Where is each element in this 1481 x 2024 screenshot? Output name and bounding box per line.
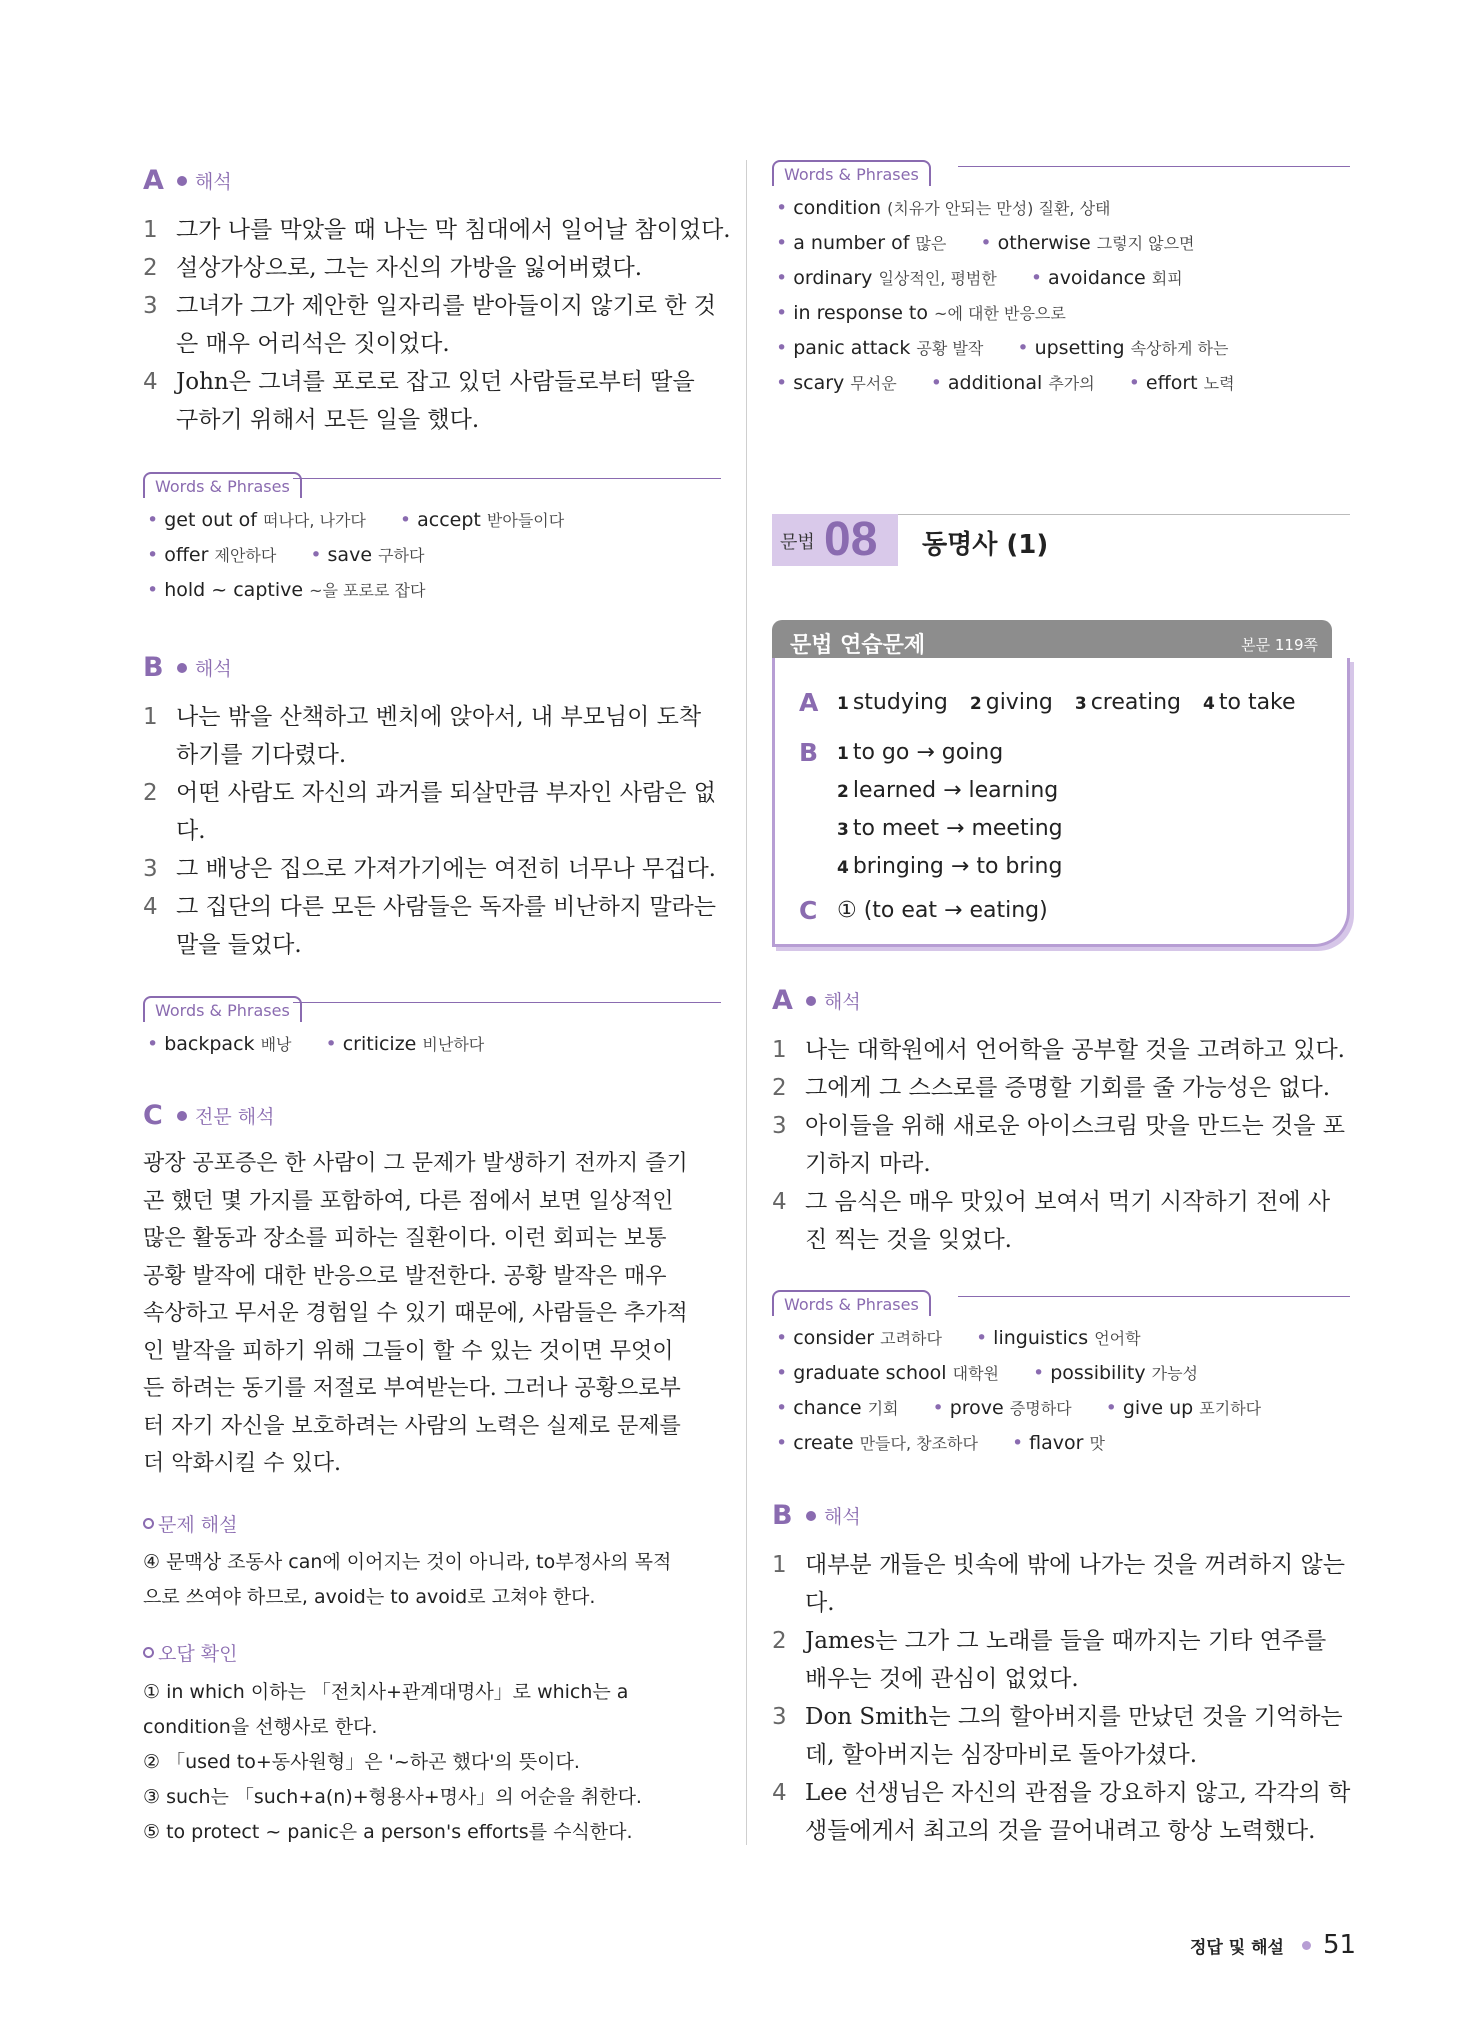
exercise-answer [837, 740, 1003, 765]
words-phrases-label: Words & Phrases [772, 160, 931, 186]
word-english: in response to [793, 302, 928, 324]
words-phrases-label: Words & Phrases [143, 996, 302, 1022]
item-text: 설상가상으로, 그는 자신의 가방을 잃어버렸다. [176, 255, 643, 281]
word-korean: 배낭 [260, 1035, 292, 1054]
word-entry [931, 372, 1095, 394]
word-korean: 그렇지 않으면 [1096, 234, 1195, 253]
word-english: linguistics [993, 1327, 1089, 1349]
section-b-heading [772, 1500, 861, 1531]
section-title: 해석 [195, 658, 232, 680]
word-entry [980, 232, 1194, 254]
words-phrases-row [776, 1326, 1175, 1349]
words-phrases-row [776, 1396, 1295, 1419]
bullet-icon: • [310, 544, 322, 566]
word-english: hold ~ captive [164, 579, 304, 601]
exercise-answer: ① (to eat → eating) [837, 898, 1048, 923]
item-text: 하기를 기다렸다. [176, 742, 347, 768]
item-number: 1 [143, 704, 158, 730]
text-line: 속상하고 무서운 경험일 수 있기 때문에, 사람들은 추가적 [143, 1301, 688, 1326]
bullet-icon: • [147, 544, 159, 566]
text-line: ② 「used to+동사원형」은 '~하곤 했다'의 뜻이다. [143, 1751, 580, 1773]
word-entry [1012, 1432, 1105, 1454]
section-a-heading [143, 165, 232, 196]
word-korean: 추가의 [1048, 374, 1095, 393]
word-korean: 많은 [915, 234, 947, 253]
bullet-icon: • [1105, 1397, 1117, 1419]
text-line: condition을 선행사로 한다. [143, 1716, 378, 1738]
numbered-item [143, 774, 721, 850]
grammar-title: 동명사 (1) [922, 530, 1049, 560]
item-text: 그에게 그 스스로를 증명할 기회를 줄 가능성은 없다. [805, 1075, 1331, 1101]
exercise-answer [837, 690, 948, 715]
words-phrases-row [776, 1361, 1232, 1384]
bullet-icon: • [147, 509, 159, 531]
answer-number: 4 [837, 858, 849, 878]
bullet-icon: • [776, 232, 788, 254]
item-number: 1 [143, 217, 158, 243]
bullet-icon: • [1128, 372, 1140, 394]
word-korean: 회피 [1151, 269, 1183, 288]
answer-number: 2 [969, 694, 982, 714]
word-korean: 비난하다 [422, 1035, 485, 1054]
answer-text: learned → learning [852, 778, 1059, 803]
text-line: ③ such는 「such+a(n)+형용사+명사」의 어순을 취한다. [143, 1786, 642, 1808]
answer-number: 3 [837, 820, 849, 840]
subheading-text: 오답 확인 [158, 1643, 238, 1665]
word-entry [147, 544, 276, 566]
answer-text: to take [1218, 690, 1296, 715]
item-text: Lee 선생님은 자신의 관점을 강요하지 않고, 각각의 학 [805, 1780, 1351, 1806]
word-english: possibility [1050, 1362, 1146, 1384]
numbered-item [772, 1107, 1350, 1183]
numbered-item [772, 1183, 1350, 1259]
item-text: 기하지 마라. [805, 1151, 931, 1177]
bullet-icon: • [1030, 267, 1043, 289]
item-text: 생들에게서 최고의 것을 끌어내려고 항상 노력했다. [805, 1818, 1316, 1844]
numbered-item [772, 1546, 1350, 1622]
word-english: create [793, 1432, 854, 1454]
word-korean: 포기하다 [1199, 1399, 1262, 1418]
grammar-number: 08 [824, 513, 878, 566]
text-line: 더 악화시킬 수 있다. [143, 1451, 341, 1476]
bullet-dot-icon [177, 176, 187, 186]
word-korean: 속상하게 하는 [1130, 339, 1229, 358]
exercise-answer [837, 854, 1062, 879]
bullet-icon: • [1017, 337, 1029, 359]
word-korean: 고려하다 [880, 1329, 942, 1348]
word-korean: 제안하다 [214, 546, 277, 565]
wp-line [293, 478, 721, 479]
words-phrases-row [147, 1032, 518, 1055]
word-korean: 만들다, 창조하다 [859, 1434, 978, 1453]
item-number: 2 [772, 1075, 787, 1101]
word-english: chance [793, 1397, 862, 1419]
bullet-icon: • [147, 1033, 159, 1055]
word-entry [776, 337, 983, 359]
text-line: ⑤ to protect ~ panic은 a person's efforts를 수식한다. [143, 1821, 633, 1843]
item-number: 4 [772, 1189, 787, 1215]
bullet-icon: • [975, 1327, 988, 1349]
answer-text: bringing → to bring [852, 854, 1063, 879]
answer-number: 3 [1074, 694, 1087, 714]
section-b-heading [143, 652, 232, 683]
problem-explanation-heading [143, 1510, 237, 1537]
word-entry [1106, 1397, 1262, 1419]
item-text: 말을 들었다. [176, 932, 302, 958]
numbered-item [772, 1031, 1350, 1069]
bullet-icon: • [1011, 1432, 1024, 1454]
word-entry [310, 544, 424, 566]
word-english: get out of [164, 509, 257, 531]
text-line: 인 발작을 피하기 위해 그들이 할 수 있는 것이면 무엇이 [143, 1338, 674, 1364]
item-number: 3 [772, 1113, 787, 1139]
bullet-icon: • [930, 372, 942, 394]
word-english: backpack [164, 1033, 255, 1055]
word-english: panic attack [793, 337, 911, 359]
item-text: 은 매우 어리석은 짓이었다. [176, 331, 450, 357]
answer-number: 2 [837, 782, 849, 802]
word-english: scary [793, 372, 845, 394]
exercise-letter: A [799, 688, 819, 717]
word-korean: 맛 [1089, 1434, 1105, 1453]
exercise-letter: B [799, 738, 819, 767]
bullet-icon: • [399, 509, 412, 531]
word-entry [147, 579, 425, 601]
item-text: 데, 할아버지는 심장마비로 돌아가셨다. [805, 1742, 1198, 1768]
words-phrases-row [147, 543, 458, 566]
word-korean: 구하다 [378, 546, 425, 565]
word-english: graduate school [793, 1362, 947, 1384]
section-a-heading [772, 985, 861, 1016]
circle-icon [143, 1518, 154, 1529]
wrong-answer-heading [143, 1639, 237, 1666]
column-divider [746, 160, 747, 1845]
numbered-item [143, 698, 721, 774]
item-text: 나는 밖을 산책하고 벤치에 앉아서, 내 부모님이 도착 [176, 704, 702, 730]
section-title: 해석 [824, 991, 861, 1013]
bullet-dot-icon [806, 1511, 816, 1521]
numbered-item [772, 1069, 1350, 1107]
exercise-title: 문법 연습문제 [790, 633, 926, 658]
numbered-item [143, 888, 721, 964]
answer-text: studying [852, 690, 948, 715]
word-entry [776, 267, 997, 289]
grammar-tag-label: 문법 [780, 532, 815, 553]
numbered-item [772, 1774, 1350, 1850]
subheading-text: 문제 해설 [158, 1514, 238, 1536]
item-text: 그녀가 그가 제안한 일자리를 받아들이지 않기로 한 것 [176, 293, 716, 319]
section-c-heading [143, 1100, 274, 1131]
exercise-answer [1203, 690, 1296, 715]
item-text: 나는 대학원에서 언어학을 공부할 것을 고려하고 있다. [805, 1037, 1345, 1063]
item-text: 진 찍는 것을 잊었다. [805, 1227, 1012, 1253]
words-phrases-row [147, 578, 459, 601]
bullet-icon: • [776, 337, 788, 359]
circle-icon [143, 1647, 154, 1658]
word-korean: ~을 포로로 잡다 [309, 581, 426, 600]
item-number: 2 [772, 1628, 787, 1654]
word-english: consider [793, 1327, 875, 1349]
word-english: flavor [1029, 1432, 1084, 1454]
item-text: 다. [805, 1590, 835, 1616]
words-phrases-row [776, 266, 1217, 289]
word-entry [147, 509, 366, 531]
text-line: 터 자기 자신을 보호하려는 사람의 노력은 실제로 문제를 [143, 1413, 681, 1439]
words-phrases-row [776, 1431, 1139, 1454]
item-text: 그 음식은 매우 맛있어 보여서 먹기 시작하기 전에 사 [805, 1189, 1331, 1215]
item-number: 4 [143, 369, 158, 395]
text-line: 공황 발작에 대한 반응으로 발전한다. 공황 발작은 매우 [143, 1263, 667, 1289]
words-phrases-row [776, 371, 1269, 394]
answer-text: giving [985, 690, 1053, 715]
word-english: effort [1145, 372, 1198, 394]
bullet-icon: • [980, 232, 992, 254]
item-text: 다. [176, 818, 206, 844]
item-number: 2 [143, 780, 158, 806]
word-english: prove [949, 1397, 1004, 1419]
word-english: ordinary [793, 267, 873, 289]
section-title: 해석 [824, 1506, 861, 1528]
bullet-icon: • [776, 1362, 788, 1384]
word-entry [1129, 372, 1235, 394]
words-phrases-row [776, 301, 1100, 324]
answer-text: to meet → meeting [852, 816, 1063, 841]
word-english: otherwise [997, 232, 1091, 254]
word-entry [776, 232, 946, 254]
word-korean: 가능성 [1151, 1364, 1198, 1383]
word-korean: 떠나다, 나가다 [262, 511, 366, 530]
word-english: avoidance [1048, 267, 1146, 289]
exercise-row-a [799, 688, 1318, 717]
word-korean: 증명하다 [1009, 1399, 1072, 1418]
bullet-icon: • [147, 579, 159, 601]
word-english: give up [1122, 1397, 1194, 1419]
bullet-dot-icon [177, 663, 187, 673]
word-english: criticize [342, 1033, 417, 1055]
numbered-item [143, 249, 721, 287]
item-text: 배우는 것에 관심이 없었다. [805, 1666, 1079, 1692]
item-text: John은 그녀를 포로로 잡고 있던 사람들로부터 딸을 [176, 369, 695, 395]
word-entry [776, 1327, 942, 1349]
text-line: 많은 활동과 장소를 피하는 질환이다. 이런 회피는 보통 [143, 1226, 667, 1251]
word-english: save [327, 544, 373, 566]
words-phrases-row [776, 231, 1229, 254]
word-korean: 노력 [1203, 374, 1235, 393]
grammar-exercise-box [772, 620, 1350, 955]
item-text: 어떤 사람도 자신의 과거를 되살만큼 부자인 사람은 없 [176, 780, 716, 806]
exercise-answer [837, 778, 1058, 803]
text-line: 든 하려는 동기를 저절로 부여받는다. 그러나 공황으로부 [143, 1376, 681, 1401]
bullet-icon: • [776, 1397, 788, 1419]
section-letter: B [143, 652, 164, 683]
word-entry [776, 1362, 999, 1384]
numbered-item [772, 1698, 1350, 1774]
word-korean: ~에 대한 반응으로 [934, 304, 1066, 323]
item-text: 대부분 개들은 빗속에 밖에 나가는 것을 꺼려하지 않는 [805, 1552, 1345, 1578]
bullet-icon: • [932, 1397, 944, 1419]
item-number: 1 [772, 1037, 787, 1063]
item-number: 3 [772, 1704, 787, 1730]
item-text: 그 배낭은 집으로 가져가기에는 여전히 너무나 무겁다. [176, 856, 716, 882]
bullet-icon: • [776, 197, 788, 219]
grammar-tag [772, 514, 898, 566]
words-phrases-row [776, 196, 1145, 219]
section-letter: C [143, 1100, 163, 1131]
exercise-body [772, 658, 1350, 947]
item-text: 아이들을 위해 새로운 아이스크림 맛을 만드는 것을 포 [805, 1113, 1345, 1139]
section-title: 전문 해석 [195, 1106, 275, 1128]
bullet-dot-icon [177, 1111, 187, 1121]
bullet-icon: • [776, 372, 788, 394]
answer-number: 1 [837, 694, 849, 714]
item-number: 3 [143, 293, 158, 319]
answer-text: creating [1090, 690, 1182, 715]
numbered-item [143, 287, 721, 363]
numbered-item [143, 850, 721, 888]
word-entry [400, 509, 564, 531]
word-entry [776, 302, 1066, 324]
word-english: offer [164, 544, 209, 566]
item-text: 그가 나를 막았을 때 나는 막 침대에서 일어날 참이었다. [176, 217, 731, 243]
bullet-icon: • [776, 1432, 788, 1454]
word-entry [776, 1397, 899, 1419]
exercise-page-ref: 본문 119쪽 [1241, 636, 1318, 654]
word-korean: 무서운 [850, 374, 897, 393]
item-number: 2 [143, 255, 158, 281]
word-entry [933, 1397, 1072, 1419]
item-text: 구하기 위해서 모든 일을 했다. [176, 407, 480, 433]
word-entry [776, 197, 1111, 219]
word-entry [776, 1432, 978, 1454]
exercise-answer [837, 816, 1063, 841]
exercise-answer [970, 690, 1053, 715]
wp-line [958, 166, 1350, 167]
grammar-rule-line [898, 514, 1350, 515]
page-number: 51 [1322, 1930, 1357, 1960]
answer-text: to go → going [852, 740, 1004, 765]
numbered-item [143, 211, 731, 249]
word-entry [1017, 337, 1228, 359]
word-entry [147, 1033, 292, 1055]
item-text: 그 집단의 다른 모든 사람들은 독자를 비난하지 말라는 [176, 894, 716, 920]
item-text: James는 그가 그 노래를 들을 때까지는 기타 연주를 [805, 1628, 1327, 1654]
words-phrases-row [776, 336, 1262, 359]
footer-dot-icon [1302, 1941, 1311, 1950]
answer-number: 1 [837, 744, 849, 764]
word-korean: 받아들이다 [486, 511, 565, 530]
bullet-icon: • [776, 1327, 788, 1349]
text-line: 광장 공포증은 한 사람이 그 문제가 발생하기 전까지 즐기 [143, 1151, 688, 1176]
section-letter: A [143, 165, 164, 196]
item-number: 4 [143, 894, 158, 920]
word-korean: 대학원 [952, 1364, 999, 1383]
words-phrases-label: Words & Phrases [772, 1290, 931, 1316]
word-korean: 언어학 [1094, 1329, 1141, 1348]
wp-line [958, 1296, 1350, 1297]
text-line: ④ 문맥상 조동사 can에 이어지는 것이 아니라, to부정사의 목적 [143, 1551, 672, 1573]
text-line: 곤 했던 몇 가지를 포함하여, 다른 점에서 보면 일상적인 [143, 1188, 674, 1214]
word-korean: (치유가 안되는 만성) 질환, 상태 [887, 199, 1111, 218]
text-line: ① in which 이하는 「전치사+관계대명사」로 which는 a [143, 1681, 629, 1703]
word-korean: 공황 발작 [916, 339, 984, 358]
exercise-row-c [799, 896, 1048, 925]
word-korean: 기회 [867, 1399, 899, 1418]
word-english: condition [793, 197, 882, 219]
item-number: 1 [772, 1552, 787, 1578]
word-entry [326, 1033, 485, 1055]
section-letter: A [772, 985, 793, 1016]
footer-label: 정답 및 해설 [1190, 1937, 1284, 1958]
item-number: 3 [143, 856, 158, 882]
wp-line [293, 1002, 721, 1003]
word-english: upsetting [1034, 337, 1125, 359]
bullet-icon: • [776, 267, 788, 289]
answer-number: 4 [1203, 694, 1215, 714]
word-english: accept [417, 509, 481, 531]
words-phrases-row [147, 508, 598, 531]
word-english: additional [947, 372, 1043, 394]
bullet-icon: • [1033, 1362, 1045, 1384]
word-entry [776, 372, 897, 394]
bullet-icon: • [776, 302, 788, 324]
word-entry [1031, 267, 1183, 289]
exercise-letter: C [799, 896, 818, 925]
numbered-item [772, 1622, 1350, 1698]
item-number: 4 [772, 1780, 787, 1806]
section-title: 해석 [195, 171, 232, 193]
text-line: 으로 쓰여야 하므로, avoid는 to avoid로 고쳐야 한다. [143, 1586, 596, 1608]
exercise-answer [1075, 690, 1181, 715]
word-entry [1033, 1362, 1198, 1384]
numbered-item [143, 363, 721, 439]
section-letter: B [772, 1500, 793, 1531]
word-english: a number of [793, 232, 910, 254]
word-korean: 일상적인, 평범한 [878, 269, 997, 288]
word-entry [976, 1327, 1141, 1349]
bullet-dot-icon [806, 996, 816, 1006]
grammar-heading [772, 514, 1350, 564]
item-text: Don Smith는 그의 할아버지를 만났던 것을 기억하는 [805, 1704, 1343, 1730]
page-footer [1190, 1930, 1356, 1960]
bullet-icon: • [325, 1033, 337, 1055]
words-phrases-label: Words & Phrases [143, 472, 302, 498]
